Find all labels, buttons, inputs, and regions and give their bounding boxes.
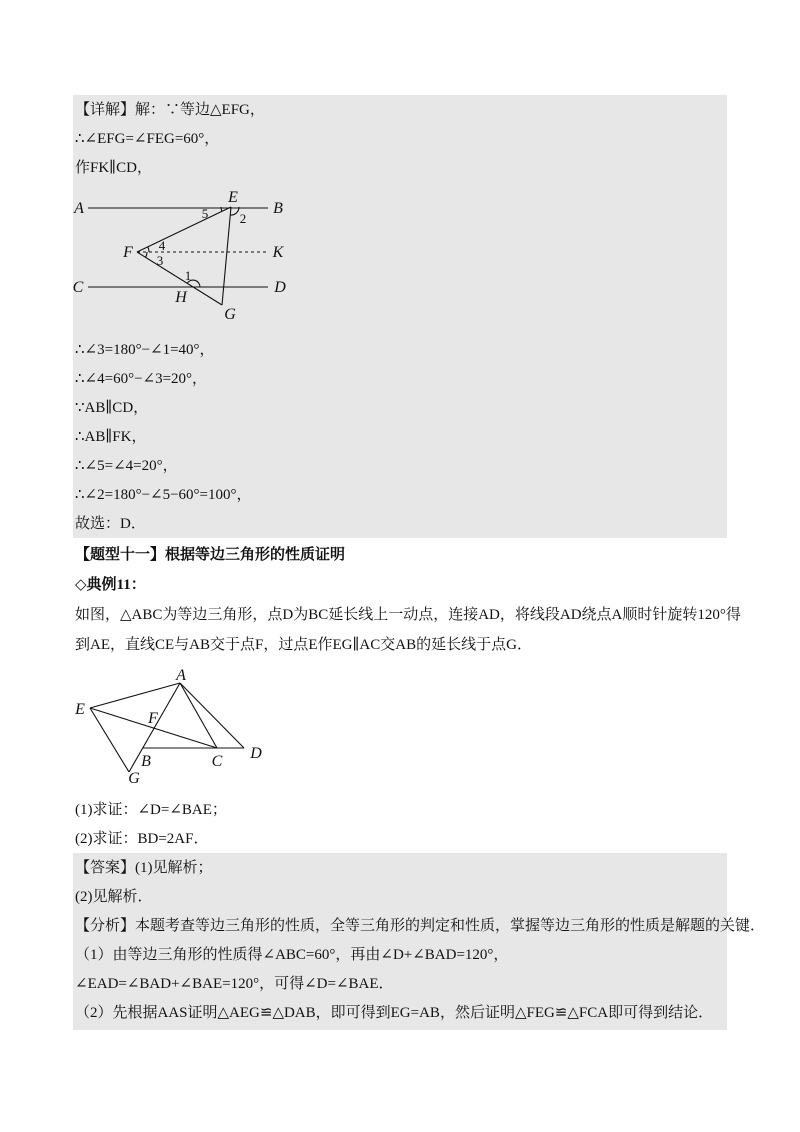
point-label-f: F — [148, 710, 158, 727]
questions — [75, 796, 727, 854]
point-label-g: G — [224, 306, 236, 323]
segment-ag — [129, 683, 180, 772]
solution-line: 【详解】解：∵等边△EFG， — [75, 102, 265, 118]
segment-ea — [90, 683, 180, 708]
segment-eg — [90, 708, 129, 772]
point-label-c: C — [211, 753, 223, 770]
segment-fe — [137, 207, 231, 252]
angle-arc-4 — [148, 247, 149, 252]
solution-line: ∴∠4=60°−∠3=20°， — [75, 371, 208, 387]
point-label-c: C — [72, 279, 84, 296]
solution-line: 故选：D． — [75, 516, 146, 532]
section-heading: 【题型十一】根据等边三角形的性质证明 — [75, 547, 346, 563]
angle-label-4: 4 — [158, 238, 166, 253]
point-label-e: E — [75, 701, 85, 718]
solution-text-bottom — [75, 336, 727, 539]
solution-line: ∴∠5=∠4=20°， — [75, 458, 178, 474]
solution-text-top — [75, 96, 727, 183]
answer-line: 【答案】(1)见解析； — [75, 860, 213, 876]
solution-line: 作FK∥CD， — [75, 160, 152, 176]
answer-text — [75, 854, 766, 1028]
segment-eg — [222, 207, 231, 305]
point-label-e: E — [228, 189, 238, 206]
analysis-line: （1）由等边三角形的性质得∠ABC=60°，再由∠D+∠BAD=120°， — [75, 947, 509, 963]
question-line: (1)求证：∠D=∠BAE； — [75, 802, 227, 818]
point-label-f: F — [123, 244, 133, 261]
point-label-a: A — [176, 667, 186, 684]
point-label-g: G — [128, 770, 140, 787]
angle-label-2: 2 — [239, 211, 247, 226]
angle-label-1: 1 — [184, 268, 192, 283]
point-label-d: D — [274, 279, 286, 296]
analysis-line: （2）先根据AAS证明△AEG≌△DAB，即可得到EG=AB，然后证明△FEG≌△FCA即可得到结论． — [75, 1005, 714, 1021]
point-label-a: A — [74, 200, 84, 217]
angle-arc-3 — [146, 252, 148, 257]
parallel-lines-figure — [73, 183, 305, 333]
analysis-line: ∠EAD=∠BAD+∠BAE=120°，可得∠D=∠BAE． — [75, 976, 394, 992]
point-label-k: K — [272, 244, 284, 261]
angle-label-5: 5 — [201, 206, 209, 221]
solution-line: ∴AB∥FK， — [75, 429, 147, 445]
solution-line: ∴∠3=180°−∠1=40°， — [75, 342, 215, 358]
question-line: (2)求证：BD=2AF． — [75, 831, 209, 847]
point-label-b: B — [273, 200, 283, 217]
answer-line: (2)见解析． — [75, 889, 153, 905]
problem-statement-line: 如图，△ABC为等边三角形，点D为BC延长线上一动点，连接AD，将线段AD绕点A顺时针旋转120°得 — [75, 607, 741, 623]
point-label-b: B — [141, 753, 151, 770]
point-label-d: D — [250, 745, 262, 762]
point-label-h: H — [175, 289, 187, 306]
analysis-line: 【分析】本题考查等边三角形的性质，全等三角形的判定和性质，掌握等边三角形的性质是解题的关键． — [75, 918, 766, 934]
solution-line: ∴∠EFG=∠FEG=60°， — [75, 131, 220, 147]
solution-line: ∴∠2=180°−∠5−60°=100°， — [75, 487, 252, 503]
problem-statement-line: 到AE，直线CE与AB交于点F，过点E作EG∥AC交AB的延长线于点G． — [75, 637, 532, 653]
example-label: ◇典例11： — [75, 577, 146, 593]
problem-section — [75, 540, 741, 660]
angle-label-3: 3 — [156, 253, 164, 268]
solution-line: ∵AB∥CD， — [75, 400, 149, 416]
triangle-figure — [73, 668, 273, 788]
